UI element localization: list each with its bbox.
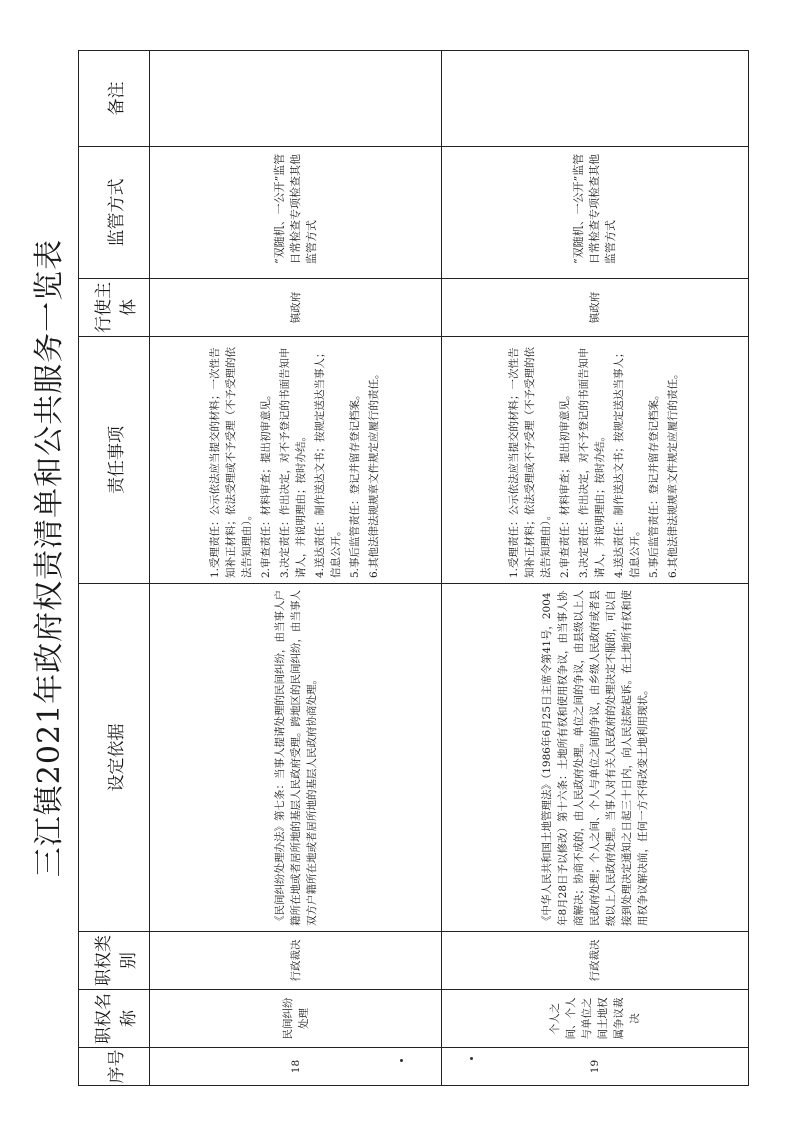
responsibility-item: 3.决定责任：作出决定，对不予登记的书面告知申请人，并说明理由；按时办结。 [578,347,606,578]
header-category: 职权类别 [79,932,150,990]
scan-speck [400,1059,403,1062]
row-no: 18 [150,1048,442,1086]
header-no: 序号 [79,1048,150,1086]
responsibility-item: 5.事后监管责任：登记并留存登记档案。 [648,389,660,578]
row-supervision: “双随机、一公开”监管日常检查专项检查其他监管方式 [150,147,442,279]
header-name: 职权名称 [79,990,150,1048]
header-basis: 设定依据 [79,584,150,932]
header-remarks: 备注 [79,51,150,147]
responsibility-item: 1.受理责任：公示依法应当提交的材料；一次性告知补正材料；依法受理或不予受理（不予受理的依法告知理由）。 [208,347,253,578]
table-row [150,51,442,1086]
row-subject: 镇政府 [442,279,749,337]
responsibility-item: 2.审查责任：材料审查；提出初审意见。 [559,389,571,578]
row-category: 行政裁决 [442,932,749,990]
responsibility-item: 1.受理责任：公示依法应当提交的材料；一次性告知补正材料；依法受理或不予受理（不予受理的依法告知理由）。 [508,347,552,578]
row-category: 行政裁决 [150,932,442,990]
row-name: 个人之间、个人与单位之间土地权属争议裁决 [442,990,749,1048]
row-responsibility [442,337,749,584]
row-remarks [442,51,749,147]
responsibility-item: 3.决定责任：作出决定，对不予登记的书面告知申请人，并说明理由；按时办结。 [278,347,307,578]
header-supervision: 监管方式 [79,147,150,279]
responsibility-item: 4.送达责任：制作送达文书；按规定送达当事人；信息公开。 [613,347,641,578]
header-subject: 行使主体 [79,279,150,337]
responsibility-item: 2.审查责任：材料审查；提出初审意见。 [259,389,272,578]
row-responsibility [150,337,442,584]
responsibility-item: 6.其他法律法规规章文件规定应履行的责任。 [667,368,679,578]
scan-speck [470,1057,473,1060]
row-no: 19 [442,1048,749,1086]
row-basis: 《民间纠纷处理办法》第七条：当事人提请处理的民间纠纷，由当事人户籍所在地或者居所地的基层人民政府受理。跨地区的民间纠纷，由当事人双方户籍所在地或者居所地的基层人民政府协商处理。 [150,584,442,932]
responsibility-item: 6.其他法律法规规章文件规定应履行的责任。 [367,368,380,578]
row-name: 民间纠纷处理 [150,990,442,1048]
responsibility-item: 5.事后监管责任：登记并留存登记档案。 [348,389,361,578]
row-supervision: “双随机、一公开”监管日常检查专项检查其他监管方式 [442,147,749,279]
page-title: 三江镇2021年政府权责清单和公共服务一览表 [32,238,67,878]
table-header-row [79,51,150,1086]
responsibility-item: 4.送达责任：制作送达文书；按规定送达当事人；信息公开。 [313,347,342,578]
power-list-table [78,50,749,1086]
row-subject: 镇政府 [150,279,442,337]
table-row [442,51,749,1086]
header-responsibility: 责任事项 [79,337,150,584]
row-basis: 《中华人民共和国土地管理法》（1986年6月25日主席令第41号，2004年8月28日予以修改）第十六条：土地所有权和使用权争议，由当事人协商解决；协商不成的，由人民政府处理。单位之间的争议，由县级以上人民政府处理；个人之间、个人与单位之间的争议，由乡级人民政府或者县级以上人民政府处理。当事人对有关人民政府的处理决定不服的，可以自接到处理决定通知之日起三十日内，向人民法院起诉。在土地所有权和使用权争议解决前，任何一方不得改变土地利用现状。 [442,584,749,932]
row-remarks [150,51,442,147]
